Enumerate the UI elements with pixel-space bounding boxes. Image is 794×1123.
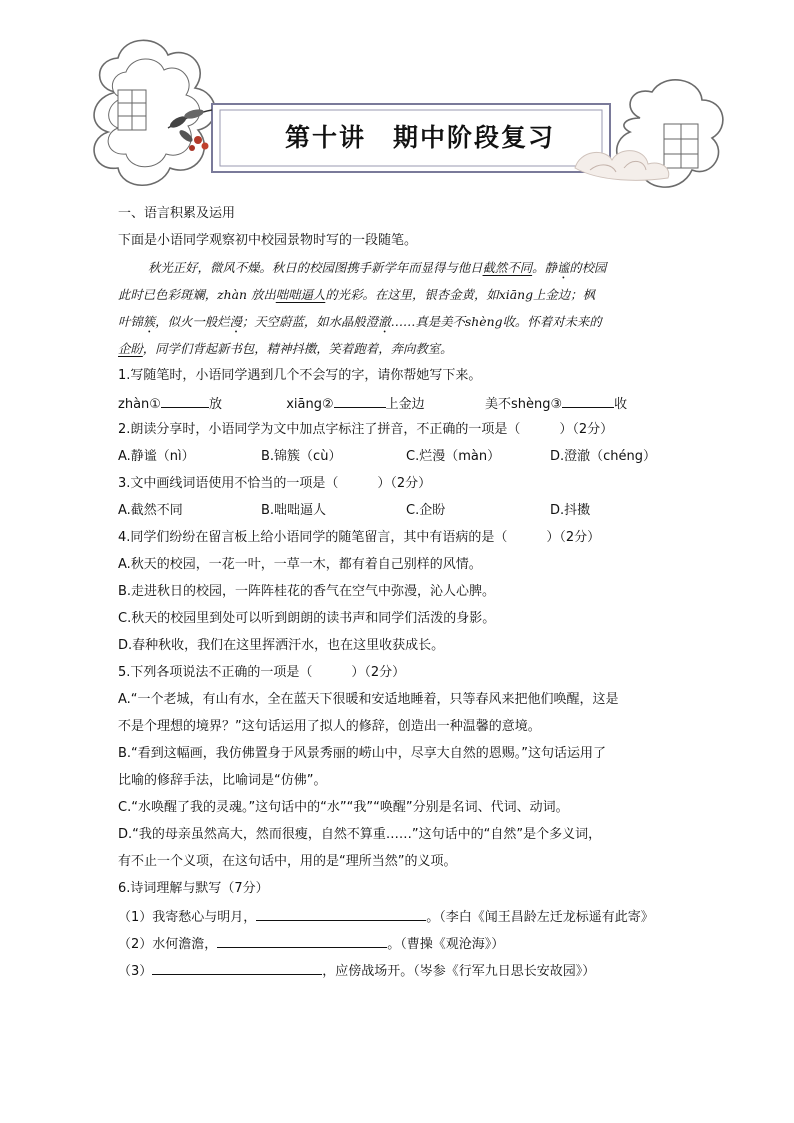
essay-line-3: 叶锦簇，似火一般烂漫；天空蔚蓝，如水晶般澄澈……真是美不shèng收。怀着对未来的 bbox=[118, 314, 602, 329]
option-d-line-2[interactable]: 有不止一个义项，在这句话中，用的是“理所当然”的义项。 bbox=[118, 854, 457, 869]
option-c-line-1[interactable]: C.“水唤醒了我的灵魂。”这句话中的“水”“我”“唤醒”分别是名词、代词、动词。 bbox=[118, 800, 569, 815]
intro-text: 下面是小语同学观察初中校园景物时写的一段随笔。 bbox=[118, 233, 418, 248]
decorative-frame bbox=[0, 0, 794, 220]
option-a-line-2[interactable]: 不是个理想的境界？”这句话运用了拟人的修辞，创造出一种温馨的意境。 bbox=[118, 719, 541, 734]
poem-blank-2[interactable] bbox=[217, 933, 387, 948]
poem-blank-3[interactable] bbox=[152, 960, 322, 975]
page-title: 第十讲 期中阶段复习 bbox=[284, 123, 555, 152]
option-b[interactable]: B.咄咄逼人 bbox=[261, 503, 327, 518]
option-c[interactable]: C.烂漫（màn） bbox=[406, 449, 501, 464]
essay-line-4: 企盼，同学们背起新书包，精神抖擞，笑着跑着，奔向教室。 bbox=[118, 341, 453, 356]
lattice-window-left bbox=[118, 90, 146, 130]
question-1-blanks: zhàn① 放 xiāng② 上金边 美不shèng③ 收 bbox=[118, 393, 627, 415]
section-heading: 一、语言积累及运用 bbox=[118, 206, 236, 221]
question-6-stem: 6.诗词理解与默写（7分） bbox=[118, 881, 269, 896]
question-5-stem: 5.下列各项说法不正确的一项是（ ）（2分） bbox=[118, 665, 406, 680]
answer-blank-2[interactable] bbox=[334, 393, 386, 408]
question-2-stem: 2.朗读分享时，小语同学为文中加点字标注了拼音，不正确的一项是（ ）（2分） bbox=[118, 422, 614, 437]
option-a[interactable]: A.静谧（nì） bbox=[118, 449, 195, 464]
option-d-line-1[interactable]: D.“我的母亲虽然高大，然而很瘦，自然不算重……”这句话中的“自然”是个多义词， bbox=[118, 827, 602, 842]
question-1-stem: 1.写随笔时，小语同学遇到几个不会写的字，请你帮她写下来。 bbox=[118, 368, 482, 383]
essay-line-1: 秋光正好，微风不燥。秋日的校园图携手新学年而显得与他日截然不同。静谧的校园 bbox=[148, 260, 607, 275]
answer-blank-1[interactable] bbox=[161, 393, 209, 408]
option-d[interactable]: D.春种秋收，我们在这里挥洒汗水，也在这里收获成长。 bbox=[118, 638, 445, 653]
option-a[interactable]: A.截然不同 bbox=[118, 503, 183, 518]
poem-blank-1[interactable] bbox=[256, 906, 426, 921]
question-3-stem: 3.文中画线词语使用不恰当的一项是（ ）（2分） bbox=[118, 476, 432, 491]
option-c[interactable]: C.企盼 bbox=[406, 503, 446, 518]
option-d[interactable]: D.澄澈（chéng） bbox=[550, 449, 657, 464]
option-a[interactable]: A.秋天的校园，一花一叶，一草一木，都有着自己别样的风情。 bbox=[118, 557, 482, 572]
option-b[interactable]: B.锦簇（cù） bbox=[261, 449, 342, 464]
option-d[interactable]: D.抖擞 bbox=[550, 503, 591, 518]
option-b-line-2[interactable]: 比喻的修辞手法，比喻词是“仿佛”。 bbox=[118, 773, 327, 788]
option-a-line-1[interactable]: A.“一个老城，有山有水，全在蓝天下很暖和安适地睡着，只等春风来把他们唤醒，这是 bbox=[118, 692, 619, 707]
poem-line-3: （3） ，应傍战场开。（岑参《行军九日思长安故园》） bbox=[118, 960, 595, 982]
poem-line-1: （1）我寄愁心与明月， 。（李白《闻王昌龄左迁龙标遥有此寄》 bbox=[118, 906, 654, 928]
header-banner bbox=[0, 0, 794, 220]
answer-blank-3[interactable] bbox=[562, 393, 614, 408]
question-4-stem: 4.同学们纷纷在留言板上给小语同学的随笔留言，其中有语病的是（ ）（2分） bbox=[118, 530, 601, 545]
option-b-line-1[interactable]: B.“看到这幅画，我仿佛置身于风景秀丽的崂山中，尽享大自然的恩赐。”这句话运用了 bbox=[118, 746, 607, 761]
lattice-window-right bbox=[664, 124, 698, 168]
essay-line-2: 此时已色彩斑斓，zhàn 放出咄咄逼人的光彩。在这里，银杏金黄，如xiāng上金边；枫 bbox=[118, 287, 595, 302]
poem-line-2: （2）水何澹澹， 。（曹操《观沧海》） bbox=[118, 933, 504, 955]
option-c[interactable]: C.秋天的校园里到处可以听到朗朗的读书声和同学们活泼的身影。 bbox=[118, 611, 496, 626]
option-b[interactable]: B.走进秋日的校园，一阵阵桂花的香气在空气中弥漫，沁人心脾。 bbox=[118, 584, 496, 599]
